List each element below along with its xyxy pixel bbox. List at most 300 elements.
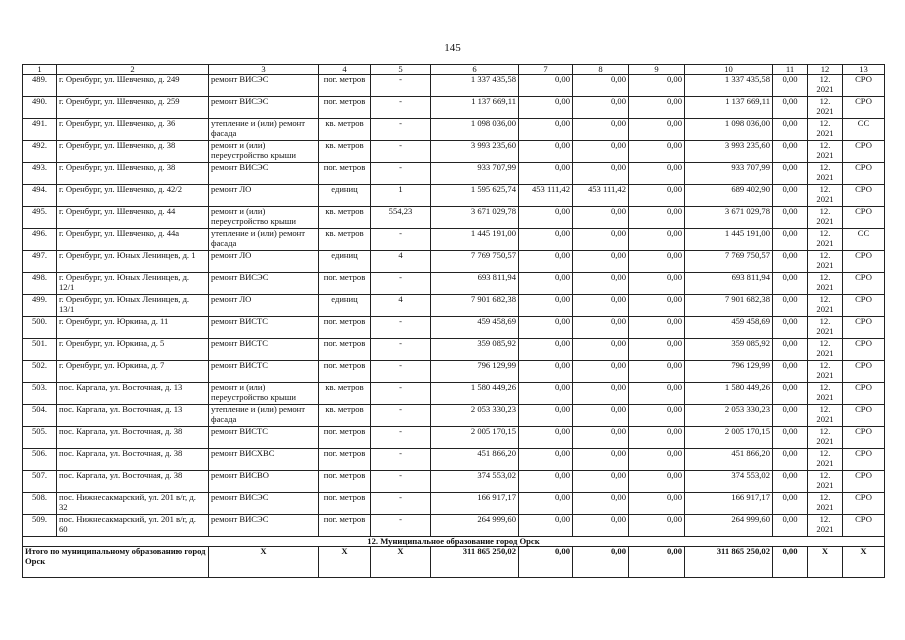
fund-cell: 0,00	[629, 405, 685, 427]
unit-cell: кв. метров	[319, 383, 371, 405]
fund-cell: 0,00	[629, 361, 685, 383]
work-type-cell: ремонт ВИСВО	[209, 471, 319, 493]
work-type-cell: ремонт ВИСТС	[209, 427, 319, 449]
address-cell: пос. Каргала, ул. Восточная, д. 38	[57, 427, 209, 449]
table-row	[23, 339, 885, 361]
completion-date-cell: 12. 2021	[808, 229, 843, 251]
fund-cell: 0,00	[573, 383, 629, 405]
unit-cell: пог. метров	[319, 97, 371, 119]
fund-cell: 0,00	[629, 317, 685, 339]
address-cell: пос. Каргала, ул. Восточная, д. 38	[57, 449, 209, 471]
total-cell: 0,00	[773, 547, 808, 578]
fund-cell: 0,00	[519, 229, 573, 251]
method-cell: СРО	[843, 141, 885, 163]
fund-cell: 0,00	[629, 449, 685, 471]
fund-cell: 0,00	[629, 141, 685, 163]
table-row	[23, 515, 885, 537]
fund-cell: 0,00	[573, 207, 629, 229]
table-row	[23, 185, 885, 207]
owner-funds-cell: 1 445 191,00	[685, 229, 773, 251]
work-type-cell: утепление и (или) ремонт фасада	[209, 119, 319, 141]
work-type-cell: ремонт ВИСЭС	[209, 97, 319, 119]
fund-cell: 0,00	[519, 207, 573, 229]
table-row	[23, 471, 885, 493]
fund-cell: 0,00	[573, 339, 629, 361]
unit-cell: пог. метров	[319, 339, 371, 361]
work-type-cell: ремонт ВИСЭС	[209, 515, 319, 537]
row-number-cell: 492.	[23, 141, 57, 163]
unit-cell: пог. метров	[319, 273, 371, 295]
method-cell: СРО	[843, 163, 885, 185]
total-cost-cell: 1 137 669,11	[431, 97, 519, 119]
row-number-cell: 508.	[23, 493, 57, 515]
address-cell: г. Оренбург, ул. Шевченко, д. 259	[57, 97, 209, 119]
completion-date-cell: 12. 2021	[808, 251, 843, 273]
completion-date-cell: 12. 2021	[808, 97, 843, 119]
completion-date-cell: 12. 2021	[808, 383, 843, 405]
address-cell: пос. Нижнесакмарский, ул. 201 в/г, д. 32	[57, 493, 209, 515]
method-cell: СРО	[843, 383, 885, 405]
total-cost-cell: 451 866,20	[431, 449, 519, 471]
row-number-cell: 509.	[23, 515, 57, 537]
address-cell: г. Оренбург, ул. Шевченко, д. 38	[57, 141, 209, 163]
completion-date-cell: 12. 2021	[808, 427, 843, 449]
column-number: 4	[319, 65, 371, 75]
fund-cell: 0,00	[573, 493, 629, 515]
unit-cell: кв. метров	[319, 405, 371, 427]
unit-cell: единиц	[319, 185, 371, 207]
row-number-cell: 490.	[23, 97, 57, 119]
table-row	[23, 449, 885, 471]
unit-cell: пог. метров	[319, 75, 371, 97]
work-type-cell: ремонт ЛО	[209, 185, 319, 207]
column-number: 9	[629, 65, 685, 75]
row-number-cell: 495.	[23, 207, 57, 229]
fund-cell: 0,00	[519, 427, 573, 449]
unit-cell: пог. метров	[319, 163, 371, 185]
quantity-cell: -	[371, 471, 431, 493]
other-funds-cell: 0,00	[773, 493, 808, 515]
fund-cell: 0,00	[629, 493, 685, 515]
completion-date-cell: 12. 2021	[808, 119, 843, 141]
total-cost-cell: 166 917,17	[431, 493, 519, 515]
owner-funds-cell: 1 098 036,00	[685, 119, 773, 141]
owner-funds-cell: 451 866,20	[685, 449, 773, 471]
fund-cell: 0,00	[519, 449, 573, 471]
total-cost-cell: 933 707,99	[431, 163, 519, 185]
other-funds-cell: 0,00	[773, 273, 808, 295]
unit-cell: единиц	[319, 295, 371, 317]
quantity-cell: -	[371, 493, 431, 515]
total-cell: X	[808, 547, 843, 578]
other-funds-cell: 0,00	[773, 295, 808, 317]
owner-funds-cell: 359 085,92	[685, 339, 773, 361]
method-cell: СРО	[843, 405, 885, 427]
other-funds-cell: 0,00	[773, 339, 808, 361]
fund-cell: 453 111,42	[573, 185, 629, 207]
owner-funds-cell: 7 901 682,38	[685, 295, 773, 317]
unit-cell: единиц	[319, 251, 371, 273]
fund-cell: 0,00	[629, 251, 685, 273]
quantity-cell: -	[371, 449, 431, 471]
table-row	[23, 273, 885, 295]
address-cell: г. Оренбург, ул. Шевченко, д. 44а	[57, 229, 209, 251]
work-type-cell: ремонт ВИСЭС	[209, 493, 319, 515]
table-row	[23, 163, 885, 185]
other-funds-cell: 0,00	[773, 361, 808, 383]
owner-funds-cell: 166 917,17	[685, 493, 773, 515]
table-row	[23, 207, 885, 229]
unit-cell: кв. метров	[319, 119, 371, 141]
other-funds-cell: 0,00	[773, 317, 808, 339]
fund-cell: 0,00	[573, 141, 629, 163]
total-cell: 0,00	[629, 547, 685, 578]
total-cell: 311 865 250,02	[431, 547, 519, 578]
quantity-cell: -	[371, 515, 431, 537]
method-cell: СРО	[843, 251, 885, 273]
other-funds-cell: 0,00	[773, 427, 808, 449]
table-row	[23, 141, 885, 163]
fund-cell: 0,00	[519, 383, 573, 405]
address-cell: г. Оренбург, ул. Шевченко, д. 38	[57, 163, 209, 185]
section-title: 12. Муниципальное образование город Орск	[23, 537, 885, 547]
method-cell: СРО	[843, 317, 885, 339]
work-type-cell: ремонт ВИСЭС	[209, 163, 319, 185]
owner-funds-cell: 933 707,99	[685, 163, 773, 185]
total-cost-cell: 1 337 435,58	[431, 75, 519, 97]
total-cost-cell: 1 445 191,00	[431, 229, 519, 251]
quantity-cell: 4	[371, 251, 431, 273]
fund-cell: 0,00	[573, 229, 629, 251]
total-cost-cell: 374 553,02	[431, 471, 519, 493]
total-cell: X	[209, 547, 319, 578]
fund-cell: 0,00	[629, 427, 685, 449]
row-number-cell: 494.	[23, 185, 57, 207]
column-number: 12	[808, 65, 843, 75]
column-number: 7	[519, 65, 573, 75]
other-funds-cell: 0,00	[773, 229, 808, 251]
total-cost-cell: 693 811,94	[431, 273, 519, 295]
total-row	[23, 547, 885, 578]
work-type-cell: ремонт ЛО	[209, 295, 319, 317]
fund-cell: 0,00	[629, 295, 685, 317]
total-cost-cell: 1 580 449,26	[431, 383, 519, 405]
method-cell: СРО	[843, 361, 885, 383]
fund-cell: 0,00	[629, 383, 685, 405]
quantity-cell: -	[371, 427, 431, 449]
table-row	[23, 427, 885, 449]
address-cell: пос. Нижнесакмарский, ул. 201 в/г, д. 60	[57, 515, 209, 537]
total-cost-cell: 3 671 029,78	[431, 207, 519, 229]
method-cell: СРО	[843, 339, 885, 361]
fund-cell: 0,00	[573, 317, 629, 339]
fund-cell: 0,00	[629, 119, 685, 141]
row-number-cell: 504.	[23, 405, 57, 427]
fund-cell: 0,00	[519, 471, 573, 493]
column-number: 6	[431, 65, 519, 75]
method-cell: СРО	[843, 75, 885, 97]
capital-repair-table	[22, 64, 885, 578]
other-funds-cell: 0,00	[773, 119, 808, 141]
quantity-cell: -	[371, 119, 431, 141]
other-funds-cell: 0,00	[773, 515, 808, 537]
other-funds-cell: 0,00	[773, 185, 808, 207]
address-cell: г. Оренбург, ул. Шевченко, д. 249	[57, 75, 209, 97]
row-number-cell: 501.	[23, 339, 57, 361]
other-funds-cell: 0,00	[773, 207, 808, 229]
fund-cell: 0,00	[519, 163, 573, 185]
total-cell: 311 865 250,02	[685, 547, 773, 578]
quantity-cell: -	[371, 163, 431, 185]
fund-cell: 0,00	[629, 97, 685, 119]
fund-cell: 0,00	[629, 229, 685, 251]
fund-cell: 0,00	[573, 515, 629, 537]
fund-cell: 0,00	[519, 97, 573, 119]
table-row	[23, 229, 885, 251]
unit-cell: кв. метров	[319, 229, 371, 251]
fund-cell: 0,00	[573, 75, 629, 97]
completion-date-cell: 12. 2021	[808, 273, 843, 295]
quantity-cell: -	[371, 229, 431, 251]
total-cost-cell: 3 993 235,60	[431, 141, 519, 163]
table-row	[23, 97, 885, 119]
work-type-cell: ремонт ВИСЭС	[209, 273, 319, 295]
work-type-cell: ремонт ВИСЭС	[209, 75, 319, 97]
total-cell: X	[843, 547, 885, 578]
work-type-cell: ремонт ВИСТС	[209, 361, 319, 383]
completion-date-cell: 12. 2021	[808, 405, 843, 427]
fund-cell: 0,00	[573, 471, 629, 493]
address-cell: г. Оренбург, ул. Шевченко, д. 36	[57, 119, 209, 141]
table-row	[23, 383, 885, 405]
total-cost-cell: 1 595 625,74	[431, 185, 519, 207]
table-row	[23, 317, 885, 339]
fund-cell: 0,00	[573, 119, 629, 141]
other-funds-cell: 0,00	[773, 97, 808, 119]
work-type-cell: утепление и (или) ремонт фасада	[209, 405, 319, 427]
owner-funds-cell: 796 129,99	[685, 361, 773, 383]
owner-funds-cell: 2 005 170,15	[685, 427, 773, 449]
method-cell: СРО	[843, 449, 885, 471]
quantity-cell: 4	[371, 295, 431, 317]
quantity-cell: 1	[371, 185, 431, 207]
address-cell: пос. Каргала, ул. Восточная, д. 13	[57, 383, 209, 405]
owner-funds-cell: 689 402,90	[685, 185, 773, 207]
address-cell: г. Оренбург, ул. Юркина, д. 7	[57, 361, 209, 383]
table-row	[23, 493, 885, 515]
completion-date-cell: 12. 2021	[808, 361, 843, 383]
method-cell: СРО	[843, 185, 885, 207]
row-number-cell: 491.	[23, 119, 57, 141]
other-funds-cell: 0,00	[773, 471, 808, 493]
unit-cell: пог. метров	[319, 449, 371, 471]
quantity-cell: -	[371, 383, 431, 405]
address-cell: г. Оренбург, ул. Шевченко, д. 42/2	[57, 185, 209, 207]
column-number: 10	[685, 65, 773, 75]
work-type-cell: утепление и (или) ремонт фасада	[209, 229, 319, 251]
fund-cell: 0,00	[573, 97, 629, 119]
column-number: 13	[843, 65, 885, 75]
owner-funds-cell: 1 337 435,58	[685, 75, 773, 97]
address-cell: г. Оренбург, ул. Юркина, д. 5	[57, 339, 209, 361]
row-number-cell: 489.	[23, 75, 57, 97]
quantity-cell: -	[371, 75, 431, 97]
fund-cell: 0,00	[629, 185, 685, 207]
owner-funds-cell: 374 553,02	[685, 471, 773, 493]
quantity-cell: -	[371, 361, 431, 383]
completion-date-cell: 12. 2021	[808, 141, 843, 163]
fund-cell: 0,00	[519, 405, 573, 427]
completion-date-cell: 12. 2021	[808, 317, 843, 339]
total-cost-cell: 796 129,99	[431, 361, 519, 383]
unit-cell: кв. метров	[319, 141, 371, 163]
fund-cell: 0,00	[629, 163, 685, 185]
completion-date-cell: 12. 2021	[808, 207, 843, 229]
row-number-cell: 506.	[23, 449, 57, 471]
other-funds-cell: 0,00	[773, 251, 808, 273]
total-cost-cell: 7 769 750,57	[431, 251, 519, 273]
completion-date-cell: 12. 2021	[808, 339, 843, 361]
work-type-cell: ремонт и (или) переустройство крыши	[209, 207, 319, 229]
total-cost-cell: 1 098 036,00	[431, 119, 519, 141]
completion-date-cell: 12. 2021	[808, 471, 843, 493]
total-cell: X	[371, 547, 431, 578]
row-number-cell: 493.	[23, 163, 57, 185]
owner-funds-cell: 459 458,69	[685, 317, 773, 339]
section-header-row	[23, 537, 885, 547]
fund-cell: 0,00	[573, 251, 629, 273]
quantity-cell: -	[371, 141, 431, 163]
total-cost-cell: 2 005 170,15	[431, 427, 519, 449]
work-type-cell: ремонт ВИСХВС	[209, 449, 319, 471]
fund-cell: 0,00	[629, 339, 685, 361]
total-cost-cell: 7 901 682,38	[431, 295, 519, 317]
completion-date-cell: 12. 2021	[808, 163, 843, 185]
fund-cell: 0,00	[519, 515, 573, 537]
total-cost-cell: 264 999,60	[431, 515, 519, 537]
owner-funds-cell: 264 999,60	[685, 515, 773, 537]
work-type-cell: ремонт и (или) переустройство крыши	[209, 383, 319, 405]
fund-cell: 0,00	[629, 75, 685, 97]
fund-cell: 0,00	[519, 361, 573, 383]
table-row	[23, 75, 885, 97]
quantity-cell: -	[371, 273, 431, 295]
owner-funds-cell: 693 811,94	[685, 273, 773, 295]
column-number: 2	[57, 65, 209, 75]
total-cost-cell: 359 085,92	[431, 339, 519, 361]
table-row	[23, 361, 885, 383]
column-number: 1	[23, 65, 57, 75]
address-cell: г. Оренбург, ул. Юных Ленинцев, д. 1	[57, 251, 209, 273]
unit-cell: пог. метров	[319, 515, 371, 537]
total-cost-cell: 459 458,69	[431, 317, 519, 339]
total-cell: 0,00	[519, 547, 573, 578]
quantity-cell: 554,23	[371, 207, 431, 229]
address-cell: г. Оренбург, ул. Юркина, д. 11	[57, 317, 209, 339]
owner-funds-cell: 3 993 235,60	[685, 141, 773, 163]
method-cell: СРО	[843, 295, 885, 317]
column-number: 5	[371, 65, 431, 75]
total-label: Итого по муниципальному образованию город Орск	[23, 547, 209, 578]
row-number-cell: 502.	[23, 361, 57, 383]
method-cell: СС	[843, 119, 885, 141]
quantity-cell: -	[371, 339, 431, 361]
method-cell: СРО	[843, 97, 885, 119]
quantity-cell: -	[371, 405, 431, 427]
work-type-cell: ремонт ВИСТС	[209, 339, 319, 361]
fund-cell: 0,00	[573, 449, 629, 471]
unit-cell: пог. метров	[319, 493, 371, 515]
table-row	[23, 405, 885, 427]
unit-cell: кв. метров	[319, 207, 371, 229]
work-type-cell: ремонт ВИСТС	[209, 317, 319, 339]
method-cell: СРО	[843, 273, 885, 295]
fund-cell: 0,00	[519, 493, 573, 515]
row-number-cell: 499.	[23, 295, 57, 317]
table-row	[23, 295, 885, 317]
owner-funds-cell: 7 769 750,57	[685, 251, 773, 273]
address-cell: г. Оренбург, ул. Юных Ленинцев, д. 12/1	[57, 273, 209, 295]
owner-funds-cell: 3 671 029,78	[685, 207, 773, 229]
other-funds-cell: 0,00	[773, 405, 808, 427]
fund-cell: 0,00	[519, 317, 573, 339]
fund-cell: 0,00	[629, 471, 685, 493]
address-cell: пос. Каргала, ул. Восточная, д. 13	[57, 405, 209, 427]
fund-cell: 453 111,42	[519, 185, 573, 207]
completion-date-cell: 12. 2021	[808, 515, 843, 537]
fund-cell: 0,00	[573, 163, 629, 185]
unit-cell: пог. метров	[319, 317, 371, 339]
completion-date-cell: 12. 2021	[808, 75, 843, 97]
table-row	[23, 251, 885, 273]
owner-funds-cell: 1 137 669,11	[685, 97, 773, 119]
fund-cell: 0,00	[519, 75, 573, 97]
address-cell: пос. Каргала, ул. Восточная, д. 38	[57, 471, 209, 493]
method-cell: СРО	[843, 515, 885, 537]
fund-cell: 0,00	[573, 361, 629, 383]
fund-cell: 0,00	[519, 339, 573, 361]
fund-cell: 0,00	[519, 273, 573, 295]
address-cell: г. Оренбург, ул. Шевченко, д. 44	[57, 207, 209, 229]
fund-cell: 0,00	[629, 273, 685, 295]
method-cell: СРО	[843, 493, 885, 515]
column-number: 8	[573, 65, 629, 75]
method-cell: СРО	[843, 207, 885, 229]
address-cell: г. Оренбург, ул. Юных Ленинцев, д. 13/1	[57, 295, 209, 317]
total-cell: X	[319, 547, 371, 578]
other-funds-cell: 0,00	[773, 383, 808, 405]
row-number-cell: 507.	[23, 471, 57, 493]
work-type-cell: ремонт ЛО	[209, 251, 319, 273]
page-number: 145	[444, 42, 461, 54]
other-funds-cell: 0,00	[773, 75, 808, 97]
fund-cell: 0,00	[519, 251, 573, 273]
fund-cell: 0,00	[629, 515, 685, 537]
row-number-cell: 505.	[23, 427, 57, 449]
completion-date-cell: 12. 2021	[808, 295, 843, 317]
work-type-cell: ремонт и (или) переустройство крыши	[209, 141, 319, 163]
total-cost-cell: 2 053 330,23	[431, 405, 519, 427]
other-funds-cell: 0,00	[773, 163, 808, 185]
fund-cell: 0,00	[573, 427, 629, 449]
column-number: 3	[209, 65, 319, 75]
row-number-cell: 498.	[23, 273, 57, 295]
completion-date-cell: 12. 2021	[808, 185, 843, 207]
fund-cell: 0,00	[573, 295, 629, 317]
unit-cell: пог. метров	[319, 427, 371, 449]
fund-cell: 0,00	[573, 273, 629, 295]
row-number-cell: 500.	[23, 317, 57, 339]
